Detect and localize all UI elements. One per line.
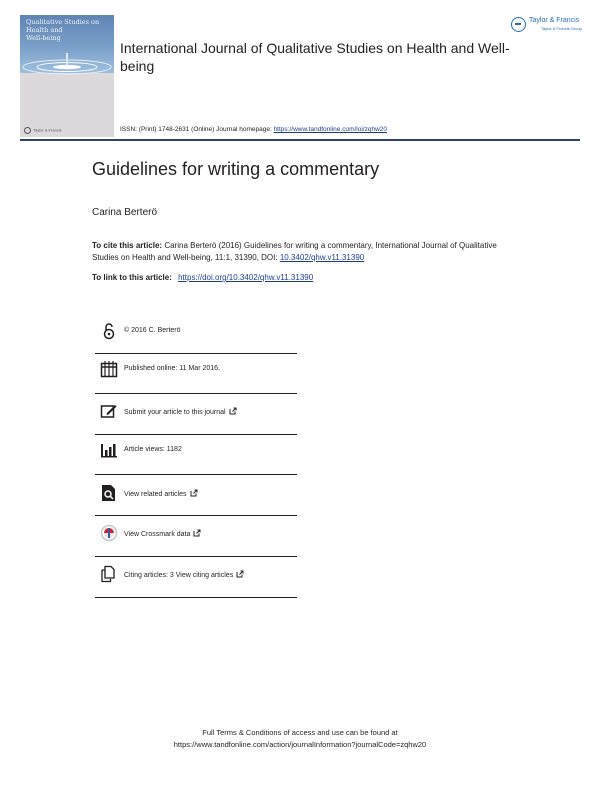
bar-chart-icon bbox=[100, 441, 118, 459]
external-link-icon bbox=[229, 407, 237, 415]
terms-footer bbox=[0, 727, 600, 751]
cover-journal-name: Qualitative Studies on Health and Well-being bbox=[26, 18, 100, 42]
terms-footer-url[interactable]: https://www.tandfonline.com/action/journalInformation?journalCode=zqhw20 bbox=[173, 740, 427, 749]
article-link-line bbox=[92, 273, 313, 282]
related-articles-link[interactable]: View related articles bbox=[124, 489, 198, 498]
header-divider bbox=[20, 139, 580, 141]
journal-homepage-link[interactable]: https://www.tandfonline.com/loi/zqhw20 bbox=[273, 126, 388, 133]
terms-footer-text: Full Terms & Conditions of access and use can be found at bbox=[202, 728, 398, 737]
item-divider bbox=[95, 597, 297, 598]
journal-title[interactable]: International Journal of Qualitative Studies on Health and Well-being bbox=[120, 40, 510, 74]
item-divider bbox=[95, 474, 297, 475]
publisher-logo-name: Taylor & Francis bbox=[529, 17, 580, 24]
crossmark-row[interactable] bbox=[96, 520, 296, 546]
related-articles-row[interactable] bbox=[96, 480, 296, 506]
item-divider bbox=[95, 353, 297, 354]
item-divider bbox=[95, 556, 297, 557]
item-divider bbox=[95, 393, 297, 394]
cover-publisher-mark: Taylor & Francis bbox=[24, 127, 62, 134]
issn-text: ISSN: (Print) 1748-2631 (Online) Journal homepage: bbox=[120, 126, 272, 133]
article-author[interactable]: Carina Berterö bbox=[92, 207, 158, 218]
crossmark-link[interactable]: View Crossmark data bbox=[124, 529, 201, 538]
cite-text: Carina Berterö (2016) Guidelines for writing a commentary, International Journal of Qualitative Studies on Health and Well-being, 11:1, 31390, DOI: bbox=[92, 241, 497, 262]
edit-icon bbox=[100, 402, 118, 420]
submit-article-link[interactable]: Submit your article to this journal bbox=[124, 407, 237, 416]
article-doi-url-link[interactable]: https://doi.org/10.3402/qhw.v11.31390 bbox=[178, 273, 314, 282]
issn-line bbox=[120, 126, 387, 133]
citation-block bbox=[92, 240, 522, 263]
journal-cover bbox=[20, 15, 114, 137]
published-online-row bbox=[96, 356, 296, 382]
published-online-label: Published online: 11 Mar 2016. bbox=[124, 365, 220, 372]
doi-link[interactable]: 10.3402/qhw.v11.31390 bbox=[279, 252, 365, 262]
cover-logo-icon bbox=[24, 127, 31, 134]
copyright-label: © 2016 C. Berterö bbox=[124, 327, 181, 334]
cover-water-ripple-image bbox=[20, 53, 114, 75]
external-link-icon bbox=[236, 570, 244, 578]
external-link-icon bbox=[190, 489, 198, 497]
publisher-logo[interactable] bbox=[511, 16, 587, 34]
cite-label: To cite this article: bbox=[92, 241, 163, 250]
open-access-lock-icon bbox=[100, 322, 118, 340]
article-views-row bbox=[96, 437, 296, 463]
item-divider bbox=[95, 515, 297, 516]
external-link-icon bbox=[193, 529, 201, 537]
citing-articles-icon bbox=[100, 565, 118, 583]
article-title: Guidelines for writing a commentary bbox=[92, 159, 380, 179]
link-label: To link to this article: bbox=[92, 273, 172, 282]
citing-articles-link[interactable]: Citing articles: 3 View citing articles bbox=[124, 570, 244, 579]
copyright-row bbox=[96, 318, 296, 344]
crossmark-icon bbox=[100, 524, 118, 542]
item-divider bbox=[95, 434, 297, 435]
related-articles-icon bbox=[100, 484, 118, 502]
article-views-label: Article views: 1182 bbox=[124, 446, 182, 453]
calendar-icon bbox=[100, 360, 118, 378]
submit-article-row[interactable] bbox=[96, 398, 296, 424]
publisher-logo-icon bbox=[511, 17, 526, 32]
citing-articles-row[interactable] bbox=[96, 561, 296, 587]
publisher-logo-subtitle: Taylor & Francis Group bbox=[541, 26, 582, 31]
